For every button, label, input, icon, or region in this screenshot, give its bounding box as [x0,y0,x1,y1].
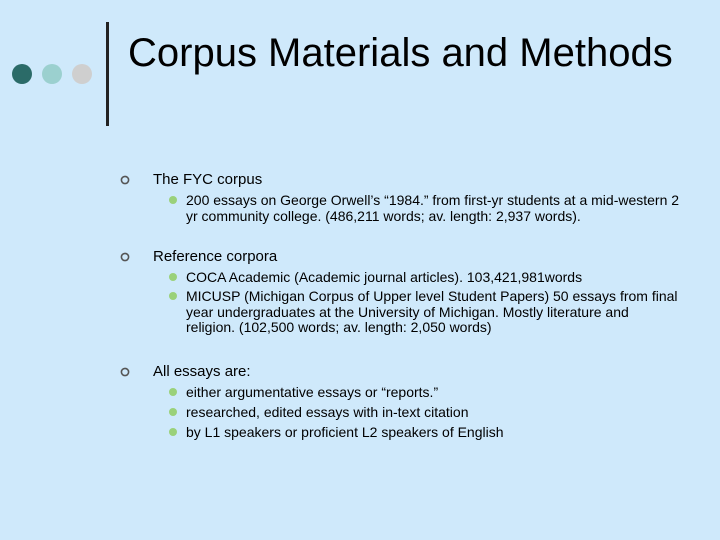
bullet-dot-icon [169,388,177,396]
slide-title: Corpus Materials and Methods [128,31,673,75]
list-item: MICUSP (Michigan Corpus of Upper level Student Papers) 50 essays from final year undergraduates at the University of Michigan. Mostly literature and religion. (102,500 words; av. length: 2,050 words) [120,289,680,336]
section-all-essays [120,362,680,442]
section-fyc-corpus [120,170,680,224]
section-heading: The FYC corpus [153,171,263,188]
list-item: either argumentative essays or “reports.” [120,382,680,402]
slide-content [120,170,680,459]
title-divider [106,22,109,126]
bullet-dot-icon [169,428,177,436]
section-reference-corpora [120,247,680,336]
ring-bullet-icon [120,175,130,185]
bullet-dot-icon [169,196,177,204]
section-heading: Reference corpora [153,248,278,265]
list-item: by L1 speakers or proficient L2 speakers of English [120,422,680,442]
list-item: researched, edited essays with in-text citation [120,402,680,422]
list-item: 200 essays on George Orwell’s “1984.” from first-yr students at a mid-western 2 yr community college. (486,211 words; av. length: 2,937 words). [120,193,680,224]
bullet-dot-icon [169,292,177,300]
ring-bullet-icon [120,367,130,377]
dot-gray [72,64,92,84]
section-heading: All essays are: [153,362,251,380]
ring-bullet-icon [120,252,130,262]
dot-dark [12,64,32,84]
bullet-dot-icon [169,408,177,416]
list-item: COCA Academic (Academic journal articles). 103,421,981words [120,267,680,287]
decorative-dots [12,64,94,84]
bullet-dot-icon [169,273,177,281]
dot-teal [42,64,62,84]
